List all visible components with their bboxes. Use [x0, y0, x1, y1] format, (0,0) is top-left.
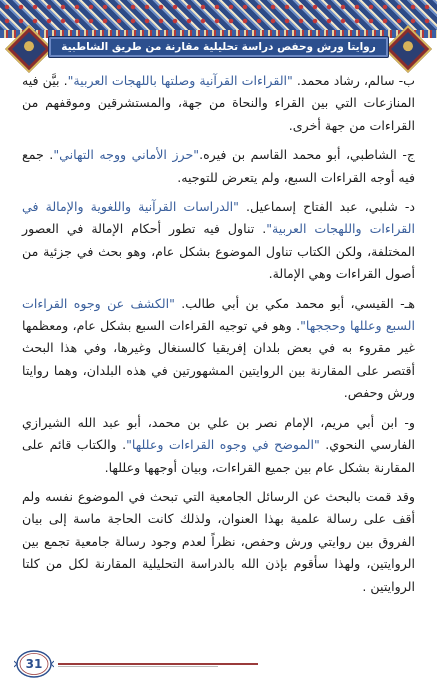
conclusion-text: وقد قمت بالبحث عن الرسائل الجامعية التي تبحث في الموضوع نفسه ولم أقف على رسالة علمية بهذا العنوان، ولذلك كانت الحاجة ماسة إلى بيان الفروق بين روايتي ورش وحفص، نظراً لعدم وجود رسالة جامعية تجمع بين الروايتين، ولهذا سأقوم بإذن الله بالدراسة التحليلية المقارنة لكل من كلتا الروايتين .: [22, 488, 415, 594]
paragraph-d: [22, 196, 415, 286]
book-title: "الكشف عن وجوه القراءات السبع وعللها وحججها": [22, 295, 416, 334]
reference-lead: د- شلبي، عبد الفتاح إسماعيل.: [238, 199, 415, 215]
book-title: "الموضح في وجوه القراءات وعللها": [126, 437, 320, 453]
page-number: 31: [25, 657, 43, 671]
reference-lead: ب- سالم، رشاد محمد.: [292, 73, 415, 88]
footer-rule-thin: [58, 666, 218, 667]
reference-lead: ج- الشاطبي، أبو محمد القاسم بن فيره.: [199, 147, 415, 163]
paragraph-j: [22, 144, 415, 189]
paragraph-b: [22, 70, 415, 137]
running-title-bar: [48, 36, 389, 58]
reference-description: . وهو في توجيه القراءات السبع بشكل عام، ومعظمها غير مقروء به في بعض بلدان إفريقيا كالسنغال وغيرها، وفي هذا البحث أقتصر على المقارنة بين الروايتين المشهورتين في هذه البلدان، وهما روايتا ورش وحفص.: [22, 318, 415, 401]
page-number-badge: [14, 648, 54, 680]
book-title: "الدراسات القرآنية واللغوية والإمالة في القراءات واللهجات العربية": [22, 199, 415, 237]
running-title: روايتا ورش وحفص دراسة تحليلية مقارنة من طريق الشاطبية: [61, 41, 376, 53]
paragraph-w: [22, 412, 415, 479]
page-body: [22, 70, 415, 605]
reference-lead: هـ- القيسي، أبو محمد مكي بن أبي طالب.: [174, 295, 415, 311]
reference-description: . جمع فيه أوجه القراءات السبع، ولم يتعرض للتوجيه.: [22, 147, 415, 185]
page-header: [0, 0, 437, 56]
reference-description: . بيَّن فيه المنازعات التي بين القراء والنحاة من جهة، والمستشرقين وموقفهم من القراءات من جهة أخرى.: [22, 73, 415, 133]
reference-description: . تناول فيه تطور أحكام الإمالة في العصور المختلفة، ولكن الكتاب تناول الموضوع بشكل عام، وهو بحث في جزئية من أصول القراءات وهي الإمالة.: [22, 221, 415, 282]
reference-description: . والكتاب قائم على المقارنة بشكل عام بين جميع القراءات، وبيان أوجهها وعللها.: [22, 437, 415, 475]
paragraph-h: [22, 293, 415, 405]
paragraph-conclusion: [22, 486, 415, 598]
ornamental-border: [0, 0, 437, 32]
footer-rule: [58, 663, 258, 665]
book-title: "حرز الأماني ووجه التهاني": [53, 147, 200, 163]
book-title: "القراءات القرآنية وصلتها باللهجات العربية": [67, 73, 293, 88]
reference-lead: و- ابن أبي مريم، الإمام نصر بن علي بن محمد، أبو عبد الله الشيرازي الفارسي النحوي.: [22, 414, 415, 453]
